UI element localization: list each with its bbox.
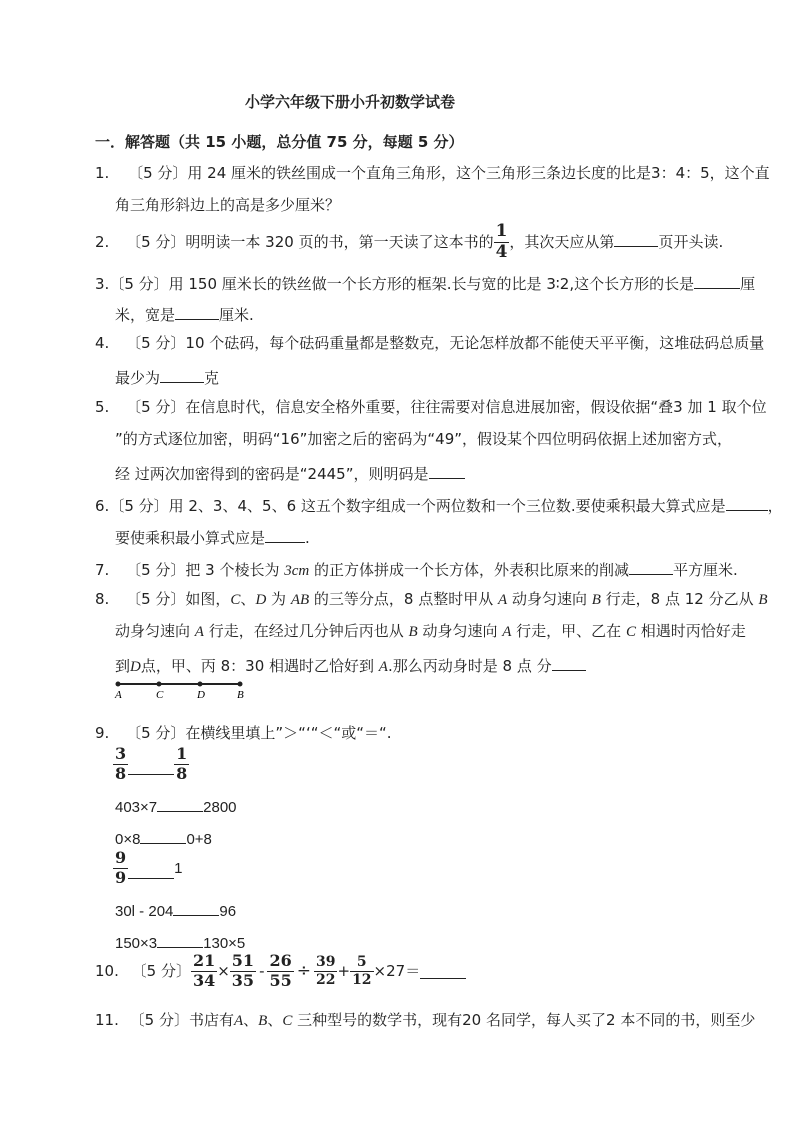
question-number: 10. (95, 961, 119, 980)
compare-row-2: 403×7 2800 (115, 799, 237, 816)
question-5: 5. 〔5 分〕在信息时代，信息安全格外重要，往往需要对信息进展加密，假设依据“叠3 加 1 取个位 (95, 398, 767, 416)
answer-blank-width[interactable] (175, 305, 219, 320)
answer-blank[interactable] (552, 656, 586, 671)
question-number: 8. (95, 590, 110, 608)
question-number: 4. (95, 334, 110, 352)
question-4: 4. 〔5 分〕10 个砝码，每个砝码重量都是整数克，无论怎样放都不能使天平平衡，这堆砝码总质量 (95, 334, 765, 352)
section-heading: 一．解答题（共 15 小题，总分值 75 分，每题 5 分） (95, 133, 464, 151)
compare-row-6: 150×3 130×5 (115, 935, 246, 952)
fraction-1-8: $\frac{1}{8}$ (176, 744, 188, 783)
question-1-line2: 角三角形斜边上的高是多少厘米？ (115, 196, 341, 214)
answer-blank[interactable] (420, 964, 466, 979)
label-a: A (115, 689, 122, 700)
question-1 (95, 166, 770, 181)
compare-row-1 (113, 746, 189, 783)
compare-row-4: $\frac{9}{9}$ 1 (115, 848, 183, 887)
question-3-line2: 米，宽是 厘米. (115, 306, 254, 324)
question-7: 7. 〔5 分〕把 3 个棱长为 3cm 的正方体拼成一个长方体，外表积比原来的削减 平方厘米. (95, 561, 738, 579)
compare-blank[interactable] (157, 939, 203, 948)
question-number: 1. (95, 164, 110, 182)
answer-blank[interactable] (160, 368, 204, 383)
label-b: B (237, 689, 244, 700)
answer-blank-length[interactable] (694, 274, 740, 289)
compare-blank[interactable] (128, 754, 174, 775)
question-5-line2: ”的方式逐位加密，明码“16”加密之后的密码为“49”，假设某个四位明码依据上述加密方式， (115, 430, 733, 448)
answer-blank-max[interactable] (726, 496, 768, 511)
compare-blank[interactable] (157, 803, 203, 812)
label-d: D (197, 689, 205, 700)
question-9: 9. 〔5 分〕在横线里填上”＞“‘“＜“或“＝“. (95, 724, 392, 742)
fraction-9-9: $\frac{9}{9}$ (115, 848, 127, 887)
question-8-line3: 到D点，甲、丙 8：30 相遇时乙恰好到 A.那么丙动身时是 8 点 分 (115, 656, 586, 675)
compare-blank[interactable] (173, 907, 219, 916)
question-number: 2. (95, 232, 110, 251)
segment-diagram (112, 678, 252, 700)
question-number: 3. (95, 275, 110, 293)
question-4-line2: 最少为 克 (115, 369, 220, 387)
answer-blank-min[interactable] (265, 528, 305, 543)
answer-blank[interactable] (429, 464, 465, 479)
point-b (238, 682, 243, 687)
label-c: C (156, 689, 164, 700)
fraction-3-8: $\frac{3}{8}$ (115, 744, 127, 783)
point-d (198, 682, 203, 687)
page-title: 小学六年级下册小升初数学试卷 (245, 93, 456, 111)
compare-row-5: 30l - 204 96 (115, 903, 237, 920)
question-2: 2. 〔5 分〕明明读一本 320 页的书，第一天读了这本书的 $\frac{1}{4}$ ，其次天应从第 页开头读. (95, 221, 724, 262)
question-number: 11. (95, 1011, 119, 1029)
question-5-line3: 经 过两次加密得到的密码是“2445”，则明码是 (115, 464, 465, 482)
compare-blank[interactable] (140, 835, 186, 844)
question-3: 3.〔5 分〕用 150 厘米长的铁丝做一个长方形的框架.长与宽的比是 3∶2,这个长方形的长是 厘 (95, 275, 756, 293)
answer-blank[interactable] (614, 232, 658, 247)
question-text: 〔5 分〕明明读一本 320 页的书，第一天读了这本书的 (126, 232, 494, 251)
question-number: 7. (95, 561, 110, 579)
fraction-21-34: $\frac{21}{34}$ (192, 951, 216, 990)
question-11: 11. 〔5 分〕书店有A、B、C 三种型号的数学书，现有20 名同学，每人买了2 本不同的书，则至少 (95, 1011, 756, 1029)
answer-blank[interactable] (629, 560, 673, 575)
question-number: 5. (95, 398, 110, 416)
fraction-51-35: $\frac{51}{35}$ (231, 951, 255, 990)
fraction-39-22: $\frac{39}{22}$ (316, 954, 336, 988)
point-a (116, 682, 121, 687)
question-number: 6. (95, 497, 110, 515)
question-6: 6.〔5 分〕用 2、3、4、5、6 这五个数字组成一个两位数和一个三位数.要使乘积最大算式应是 ， (95, 497, 783, 515)
question-text: 〔5 分〕用 24 厘米的铁丝围成一个直角三角形，这个三角形三条边长度的比是3：4：5，这个直 (128, 164, 770, 182)
point-c (157, 682, 162, 687)
question-number: 9. (95, 724, 110, 742)
question-6-line2: 要使乘积最小算式应是 . (115, 529, 310, 547)
question-8-line2: 动身匀速向 A 行走，在经过几分钟后丙也从 B 动身匀速向 A 行走，甲、乙在 C 相遇时丙恰好走 (115, 622, 746, 640)
question-8: 8. 〔5 分〕如图，C、D 为 AB 的三等分点，8 点整时甲从 A 动身匀速向 B 行走，8 点 12 分乙从 B (95, 590, 768, 608)
fraction-one-quarter: $\frac{1}{4}$ (495, 221, 508, 262)
compare-blank[interactable] (128, 858, 174, 879)
fraction-5-12: $\frac{5}{12}$ (352, 954, 372, 988)
compare-row-3: 0×8 0+8 (115, 831, 212, 848)
fraction-26-55: $\frac{26}{55}$ (269, 951, 292, 990)
question-10: 10. 〔5 分〕 $\frac{21}{34}$ × $\frac{51}{35}$ - $\frac{26}{55}$ ÷ $\frac{39}{22}$ + $\frac{5}{12}$ ×27＝ (95, 953, 466, 990)
